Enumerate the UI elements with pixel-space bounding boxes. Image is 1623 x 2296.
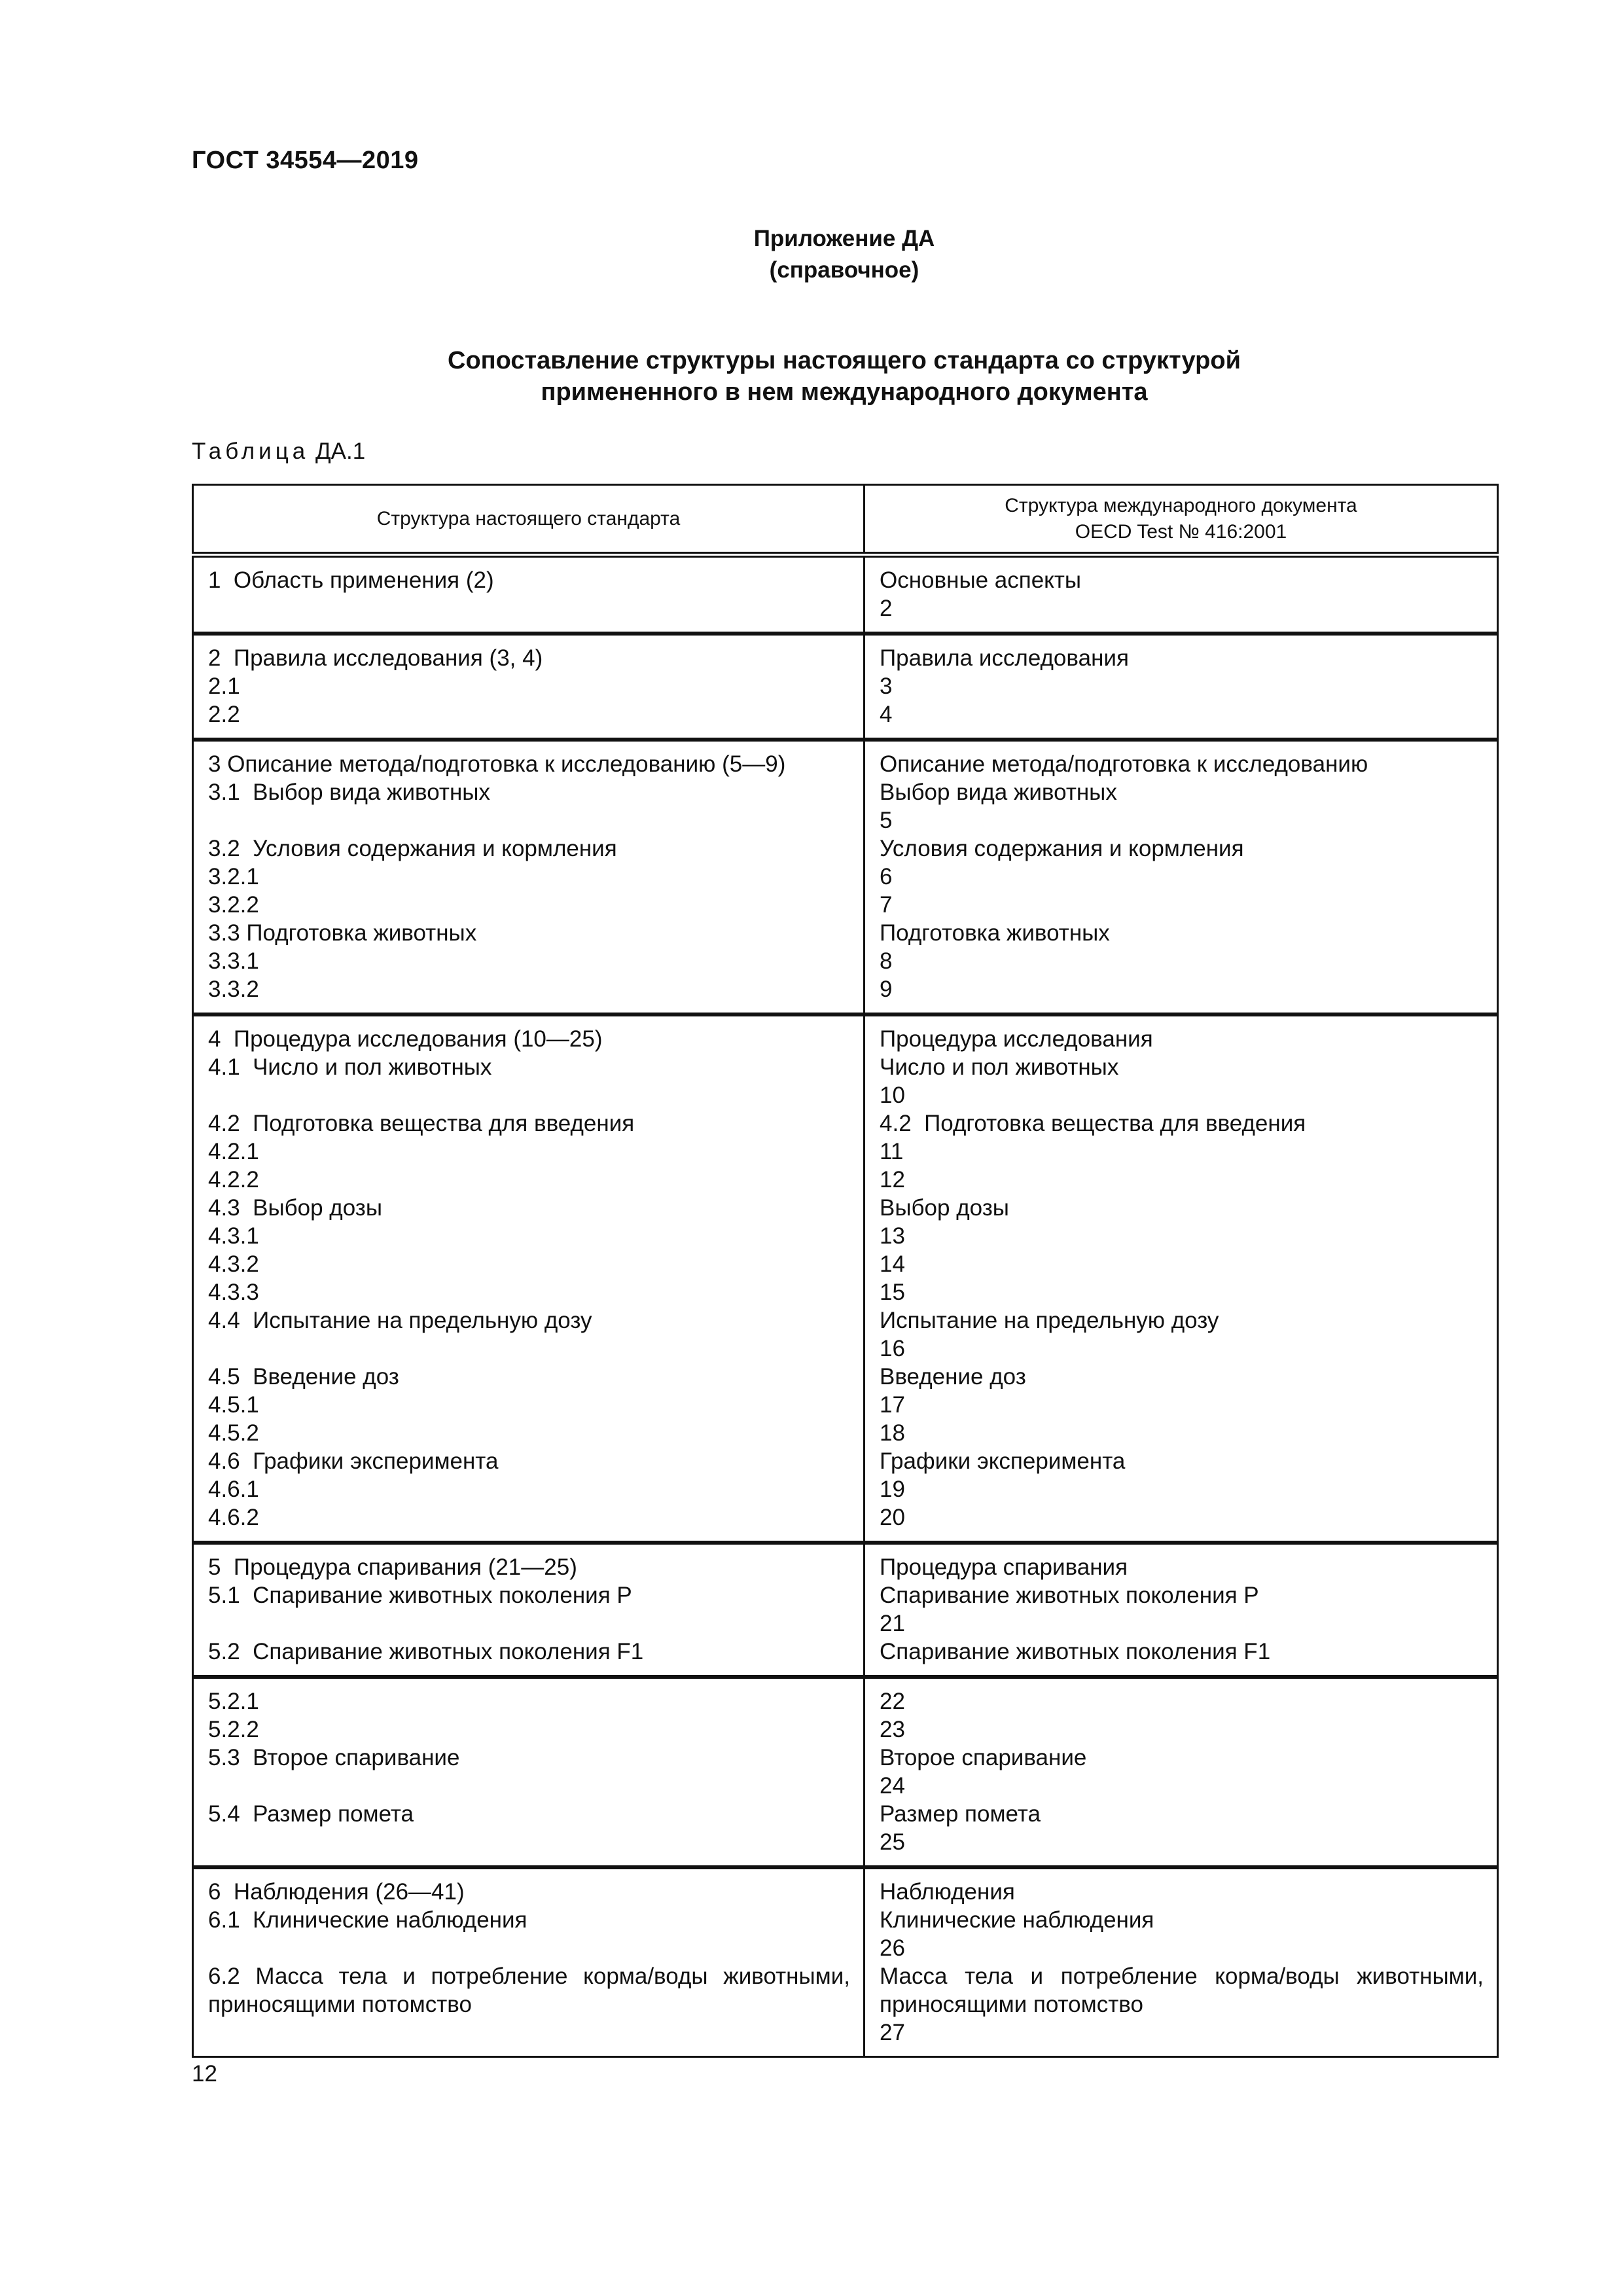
international-structure-cell	[865, 1867, 1498, 2057]
cell-line: 5.2 Спаривание животных поколения F1	[208, 1639, 644, 1664]
cell-line: 4.1 Число и пол животных	[208, 1054, 492, 1080]
cell-line: 4.3 Выбор дозы	[208, 1195, 383, 1221]
cell-line: 3.2.1	[208, 864, 259, 889]
table-title	[0, 345, 1623, 408]
comparison-table	[192, 484, 1499, 2058]
cell-line: 2 Правила исследования (3, 4)	[208, 645, 543, 671]
cell-line	[208, 1609, 850, 1638]
cell-line: 4.3.2	[208, 1251, 259, 1277]
international-structure-cell	[865, 555, 1498, 634]
table-header-row	[193, 485, 1498, 555]
cell-line: 7	[880, 892, 893, 918]
cell-line: 4.2 Подготовка вещества для введения	[208, 1111, 635, 1136]
cell-line: Процедура исследования	[880, 1026, 1153, 1052]
column-header-line: Структура международного документа	[1005, 494, 1357, 516]
cell-line: 4.4 Испытание на предельную дозу	[208, 1308, 592, 1333]
cell-line: 21	[880, 1611, 905, 1636]
international-structure-cell	[865, 1543, 1498, 1677]
cell-line: Масса тела и потребление корма/воды животными, приносящими потомство	[880, 1964, 1484, 2017]
national-structure-cell	[193, 634, 865, 740]
cell-line: 5.1 Спаривание животных поколения Р	[208, 1583, 632, 1608]
national-structure-cell	[193, 1014, 865, 1543]
cell-line: 6 Наблюдения (26—41)	[208, 1879, 465, 1905]
cell-line: 5 Процедура спаривания (21—25)	[208, 1554, 577, 1580]
cell-line	[208, 1335, 850, 1363]
cell-line: 5.4 Размер помета	[208, 1801, 414, 1827]
cell-line: Описание метода/подготовка к исследованию	[880, 751, 1368, 777]
cell-line	[208, 1772, 850, 1800]
cell-line: 17	[880, 1392, 905, 1418]
international-structure-cell	[865, 634, 1498, 740]
cell-line: 13	[880, 1223, 905, 1249]
cell-line: 6	[880, 864, 893, 889]
cell-line: 23	[880, 1717, 905, 1742]
cell-line: 4.5 Введение доз	[208, 1364, 399, 1390]
cell-line: 2.1	[208, 673, 240, 699]
cell-line: Выбор дозы	[880, 1195, 1009, 1221]
cell-line: 4.5.2	[208, 1420, 259, 1446]
page-number: 12	[192, 2061, 217, 2087]
cell-line: 2	[880, 596, 893, 621]
column-header-international	[865, 485, 1498, 555]
cell-line: Спаривание животных поколения F1	[880, 1639, 1271, 1664]
cell-line: 9	[880, 977, 893, 1002]
cell-line: Условия содержания и кормления	[880, 836, 1244, 861]
document-id: ГОСТ 34554—2019	[192, 147, 419, 174]
cell-line: 5	[880, 808, 893, 833]
cell-line: 5.2.1	[208, 1689, 259, 1714]
cell-line: 4.5.1	[208, 1392, 259, 1418]
table-title-line: примененного в нем международного документа	[541, 378, 1148, 406]
cell-line: 3.1 Выбор вида животных	[208, 780, 490, 805]
cell-line: 4.2 Подготовка вещества для введения	[880, 1111, 1306, 1136]
cell-line: 15	[880, 1280, 905, 1305]
table-row	[193, 740, 1498, 1014]
table-caption-word: Таблица	[192, 439, 310, 464]
table-caption-number: ДА.1	[315, 439, 366, 464]
cell-line: Испытание на предельную дозу	[880, 1308, 1219, 1333]
cell-line: Процедура спаривания	[880, 1554, 1128, 1580]
table-row	[193, 634, 1498, 740]
cell-line: Число и пол животных	[880, 1054, 1119, 1080]
column-header-line: OECD Test № 416:2001	[1075, 520, 1287, 543]
cell-line: 3.3.1	[208, 948, 259, 974]
table-row	[193, 555, 1498, 634]
cell-line: Правила исследования	[880, 645, 1129, 671]
table-row	[193, 1543, 1498, 1677]
cell-line: 3.2 Условия содержания и кормления	[208, 836, 617, 861]
cell-line: 4 Процедура исследования (10—25)	[208, 1026, 603, 1052]
international-structure-cell	[865, 1014, 1498, 1543]
cell-line: 25	[880, 1829, 905, 1855]
cell-line: 5.2.2	[208, 1717, 259, 1742]
cell-line: Клинические наблюдения	[880, 1907, 1154, 1933]
cell-line: Подготовка животных	[880, 920, 1110, 946]
cell-line: 1 Область применения (2)	[208, 567, 494, 593]
cell-line: 5.3 Второе спаривание	[208, 1745, 460, 1770]
column-header-national: Структура настоящего стандарта	[193, 485, 865, 555]
cell-line: 4.6.1	[208, 1477, 259, 1502]
cell-line: Введение доз	[880, 1364, 1026, 1390]
table-body	[193, 555, 1498, 2057]
cell-line: 16	[880, 1336, 905, 1361]
cell-line: 3	[880, 673, 893, 699]
cell-line: 11	[880, 1139, 904, 1164]
national-structure-cell	[193, 1543, 865, 1677]
cell-line	[208, 806, 850, 834]
cell-line: 12	[880, 1167, 905, 1193]
national-structure-cell	[193, 1677, 865, 1867]
cell-line: Графики эксперимента	[880, 1448, 1126, 1474]
cell-line: 4.6.2	[208, 1505, 259, 1530]
table-title-line: Сопоставление структуры настоящего стандарта со структурой	[448, 347, 1241, 374]
international-structure-cell	[865, 1677, 1498, 1867]
cell-line: 26	[880, 1935, 905, 1961]
national-structure-cell	[193, 740, 865, 1014]
cell-line: 3.3.2	[208, 977, 259, 1002]
cell-line: 20	[880, 1505, 905, 1530]
cell-line: Наблюдения	[880, 1879, 1015, 1905]
cell-line	[208, 1081, 850, 1109]
cell-line: 4.2.1	[208, 1139, 259, 1164]
international-structure-cell	[865, 740, 1498, 1014]
cell-line: Выбор вида животных	[880, 780, 1117, 805]
cell-line: 4.3.1	[208, 1223, 259, 1249]
table-row	[193, 1867, 1498, 2057]
cell-line: 6.1 Клинические наблюдения	[208, 1907, 527, 1933]
cell-line: 3.2.2	[208, 892, 259, 918]
cell-line: Основные аспекты	[880, 567, 1082, 593]
cell-line: 2.2	[208, 702, 240, 727]
cell-line	[208, 1934, 850, 1962]
cell-line: 3 Описание метода/подготовка к исследованию (5—9)	[208, 751, 786, 777]
cell-line: 3.3 Подготовка животных	[208, 920, 477, 946]
cell-line: 22	[880, 1689, 905, 1714]
cell-line: 4.6 Графики эксперимента	[208, 1448, 499, 1474]
cell-line: Спаривание животных поколения Р	[880, 1583, 1259, 1608]
cell-line: 18	[880, 1420, 905, 1446]
table-row	[193, 1677, 1498, 1867]
cell-line: Второе спаривание	[880, 1745, 1087, 1770]
table-caption	[192, 437, 365, 466]
national-structure-cell	[193, 555, 865, 634]
cell-line: 8	[880, 948, 893, 974]
table-row	[193, 1014, 1498, 1543]
cell-line: 4	[880, 702, 893, 727]
cell-line: 4.2.2	[208, 1167, 259, 1193]
cell-line: 4.3.3	[208, 1280, 259, 1305]
cell-line: 19	[880, 1477, 905, 1502]
cell-line: Размер помета	[880, 1801, 1041, 1827]
cell-line: 10	[880, 1083, 905, 1108]
cell-line: 14	[880, 1251, 905, 1277]
cell-line: 27	[880, 2020, 905, 2045]
cell-line: 6.2 Масса тела и потребление корма/воды животными, приносящими потомство	[208, 1964, 850, 2017]
national-structure-cell	[193, 1867, 865, 2057]
appendix-note: (справочное)	[769, 257, 919, 283]
appendix-title: Приложение ДА	[753, 226, 935, 251]
cell-line: 24	[880, 1773, 905, 1799]
